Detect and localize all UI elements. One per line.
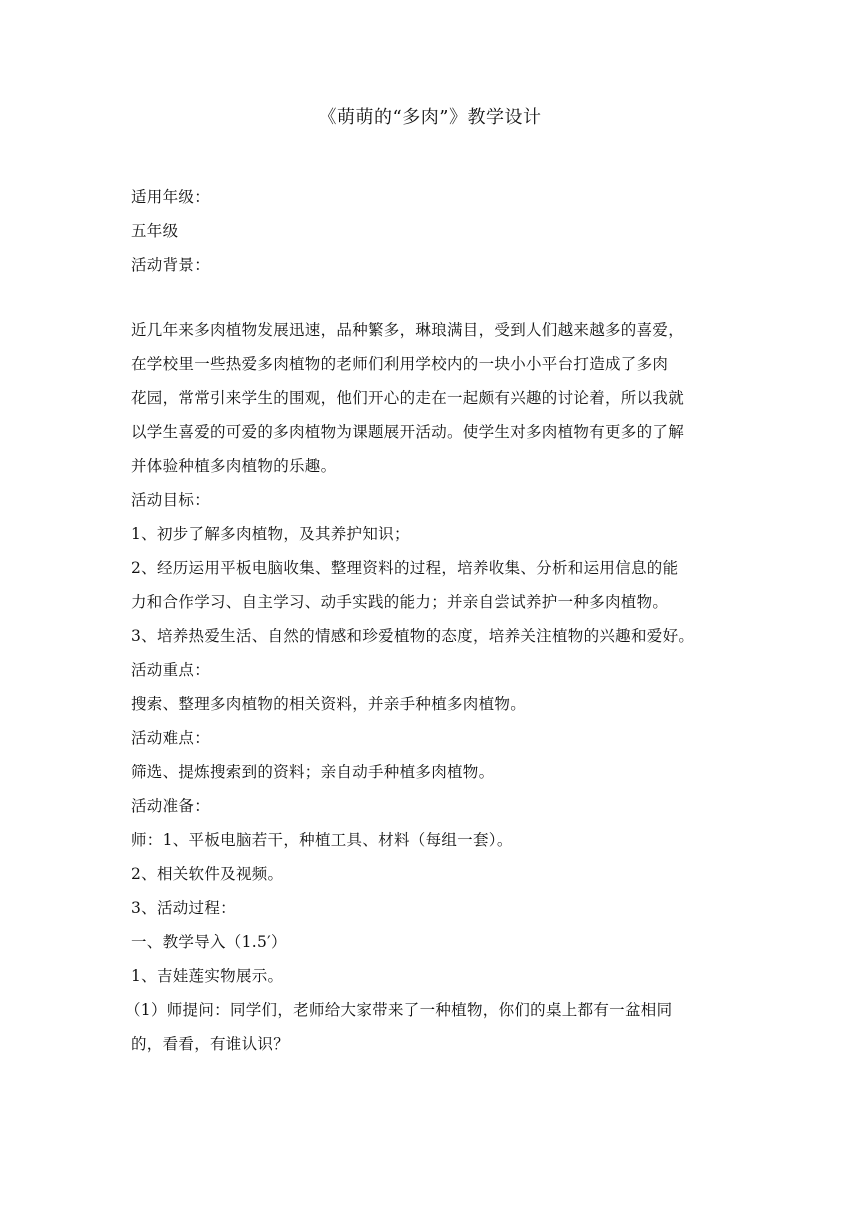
background-line: 花园，常常引来学生的围观，他们开心的走在一起颇有兴趣的讨论着，所以我就 — [131, 389, 685, 407]
background-line: 以学生喜爱的可爱的多肉植物为课题展开活动。使学生对多肉植物有更多的了解 — [131, 423, 685, 441]
process-label: 3、活动过程： — [131, 899, 236, 917]
question-line: （1）师提问：同学们，老师给大家带来了一种植物，你们的桌上都有一盆相同 — [125, 1001, 673, 1019]
question-line-cont: 的，看看，有谁认识？ — [131, 1035, 290, 1053]
grade-value: 五年级 — [131, 222, 179, 240]
focus-label: 活动重点： — [131, 661, 211, 679]
goal-item-1: 1、初步了解多肉植物，及其养护知识； — [131, 525, 410, 543]
goal-item-2-cont: 力和合作学习、自主学习、动手实践的能力；并亲自尝试养护一种多肉植物。 — [131, 593, 669, 611]
preparation-label: 活动准备： — [131, 797, 211, 815]
background-line: 近几年来多肉植物发展迅速，品种繁多，琳琅满目，受到人们越来越多的喜爱， — [131, 321, 685, 339]
header-block — [131, 180, 731, 282]
preparation-item-2: 2、相关软件及视频。 — [131, 865, 284, 883]
background-line: 在学校里一些热爱多肉植物的老师们利用学校内的一块小小平台打造成了多肉 — [131, 355, 669, 373]
background-label: 活动背景： — [131, 256, 211, 274]
goals-label: 活动目标： — [131, 491, 211, 509]
document-title: 《萌萌的“多肉”》教学设计 — [318, 107, 542, 128]
difficulty-text: 筛选、提炼搜索到的资料；亲自动手种植多肉植物。 — [131, 763, 495, 781]
grade-label: 适用年级： — [131, 188, 211, 206]
section-heading: 一、教学导入（1.5′） — [131, 933, 287, 951]
preparation-item-1: 师：1、平板电脑若干，种植工具、材料（每组一套）。 — [131, 831, 513, 849]
step-item: 1、吉娃莲实物展示。 — [131, 967, 284, 985]
background-line: 并体验种植多肉植物的乐趣。 — [131, 457, 337, 475]
focus-text: 搜索、整理多肉植物的相关资料，并亲手种植多肉植物。 — [131, 695, 527, 713]
difficulty-label: 活动难点： — [131, 729, 211, 747]
goal-item-3: 3、培养热爱生活、自然的情感和珍爱植物的态度，培养关注植物的兴趣和爱好。 — [131, 627, 695, 645]
content-block — [125, 313, 731, 1061]
goal-item-2: 2、经历运用平板电脑收集、整理资料的过程，培养收集、分析和运用信息的能 — [131, 559, 679, 577]
